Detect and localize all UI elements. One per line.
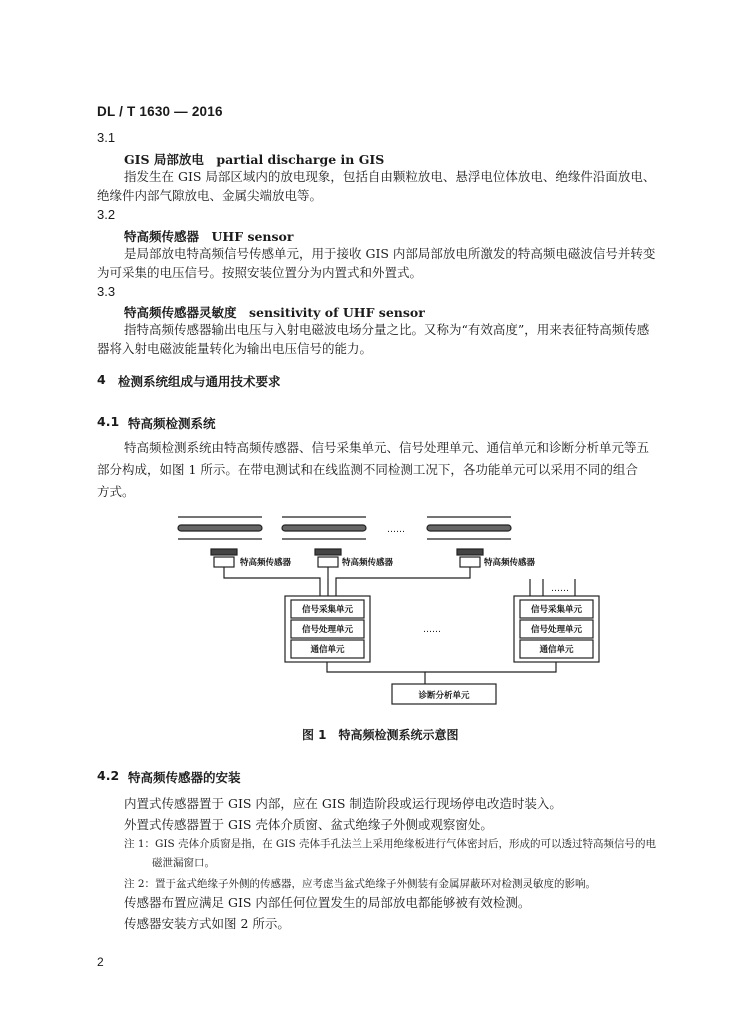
- section-number: 4: [97, 372, 106, 387]
- figure-caption: 图 1 特高频检测系统示意图: [302, 728, 459, 742]
- sensor-label: 特高频传感器: [342, 558, 394, 568]
- term-number: 3.3: [97, 284, 116, 299]
- term-title: GIS 局部放电 partial discharge in GIS: [124, 152, 385, 167]
- unit-label: 信号采集单元: [530, 605, 583, 615]
- figure-1-diagram: [0, 500, 743, 722]
- term-definition-line: 指发生在 GIS 局部区域内的放电现象，包括自由颗粒放电、悬浮电位体放电、绝缘件沿面放电、: [124, 169, 656, 184]
- term-definition-line: 器将入射电磁波能量转化为输出电压信号的能力。: [97, 341, 373, 356]
- paragraph-line: 方式。: [97, 484, 135, 499]
- paragraph-line: 传感器安装方式如图 2 所示。: [124, 916, 290, 931]
- page-number: 2: [97, 955, 104, 969]
- note-line: 注 1：GIS 壳体介质窗是指，在 GIS 壳体手孔法兰上采用绝缘板进行气体密封后，形成的可以透过特高频信号的电: [124, 838, 656, 850]
- ellipsis: ……: [551, 584, 569, 594]
- gis-tube-2: [282, 517, 366, 539]
- uhf-sensor-1: [211, 549, 237, 567]
- paragraph-line: 外置式传感器置于 GIS 壳体介质窗、盆式绝缘子外侧或观察窗处。: [124, 817, 493, 832]
- ellipsis: ……: [387, 525, 405, 535]
- unit-label: 信号处理单元: [301, 625, 354, 635]
- note-line: 注 2：置于盆式绝缘子外侧的传感器，应考虑当盆式绝缘子外侧装有金属屏蔽环对检测灵敏度的影响。: [124, 878, 597, 890]
- note-line: 磁泄漏窗口。: [152, 857, 215, 869]
- term-number: 3.1: [97, 130, 116, 145]
- standard-number: DL / T 1630 — 2016: [97, 104, 223, 119]
- ellipsis: ……: [423, 625, 441, 635]
- term-title: 特高频传感器灵敏度 sensitivity of UHF sensor: [124, 305, 425, 320]
- term-number: 3.2: [97, 207, 116, 222]
- diagnosis-unit-label: 诊断分析单元: [418, 691, 470, 701]
- section-number: 4.1: [97, 414, 120, 429]
- paragraph-line: 传感器布置应满足 GIS 内部任何位置发生的局部放电都能够被有效检测。: [124, 895, 531, 910]
- paragraph-line: 特高频检测系统由特高频传感器、信号采集单元、信号处理单元、通信单元和诊断分析单元等五: [124, 440, 650, 455]
- unit-label: 通信单元: [539, 645, 574, 655]
- paragraph-line: 内置式传感器置于 GIS 内部，应在 GIS 制造阶段或运行现场停电改造时装入。: [124, 796, 562, 811]
- gis-tube-1: [178, 517, 262, 539]
- term-title: 特高频传感器 UHF sensor: [124, 229, 294, 244]
- section-title: 检测系统组成与通用技术要求: [118, 374, 281, 389]
- term-definition-line: 为可采集的电压信号。按照安装位置分为内置式和外置式。: [97, 265, 423, 280]
- section-title: 特高频传感器的安装: [128, 770, 241, 785]
- term-definition-line: 指特高频传感器输出电压与入射电磁波电场分量之比。又称为“有效高度”，用来表征特高频传感: [124, 322, 650, 337]
- gis-tube-3: [427, 517, 511, 539]
- term-definition-line: 是局部放电特高频信号传感单元，用于接收 GIS 内部局部放电所激发的特高频电磁波信号并转变: [124, 246, 656, 261]
- unit-label: 通信单元: [310, 645, 345, 655]
- sensor-label: 特高频传感器: [240, 558, 292, 568]
- unit-label: 信号处理单元: [530, 625, 583, 635]
- unit-label: 信号采集单元: [301, 605, 354, 615]
- section-number: 4.2: [97, 768, 120, 783]
- term-definition-line: 绝缘件内部气隙放电、金属尖端放电等。: [97, 188, 323, 203]
- uhf-sensor-3: [457, 549, 483, 567]
- section-title: 特高频检测系统: [128, 416, 216, 431]
- uhf-sensor-2: [315, 549, 341, 567]
- paragraph-line: 部分构成，如图 1 所示。在带电测试和在线监测不同检测工况下，各功能单元可以采用不同的组合: [97, 462, 638, 477]
- sensor-label: 特高频传感器: [484, 558, 536, 568]
